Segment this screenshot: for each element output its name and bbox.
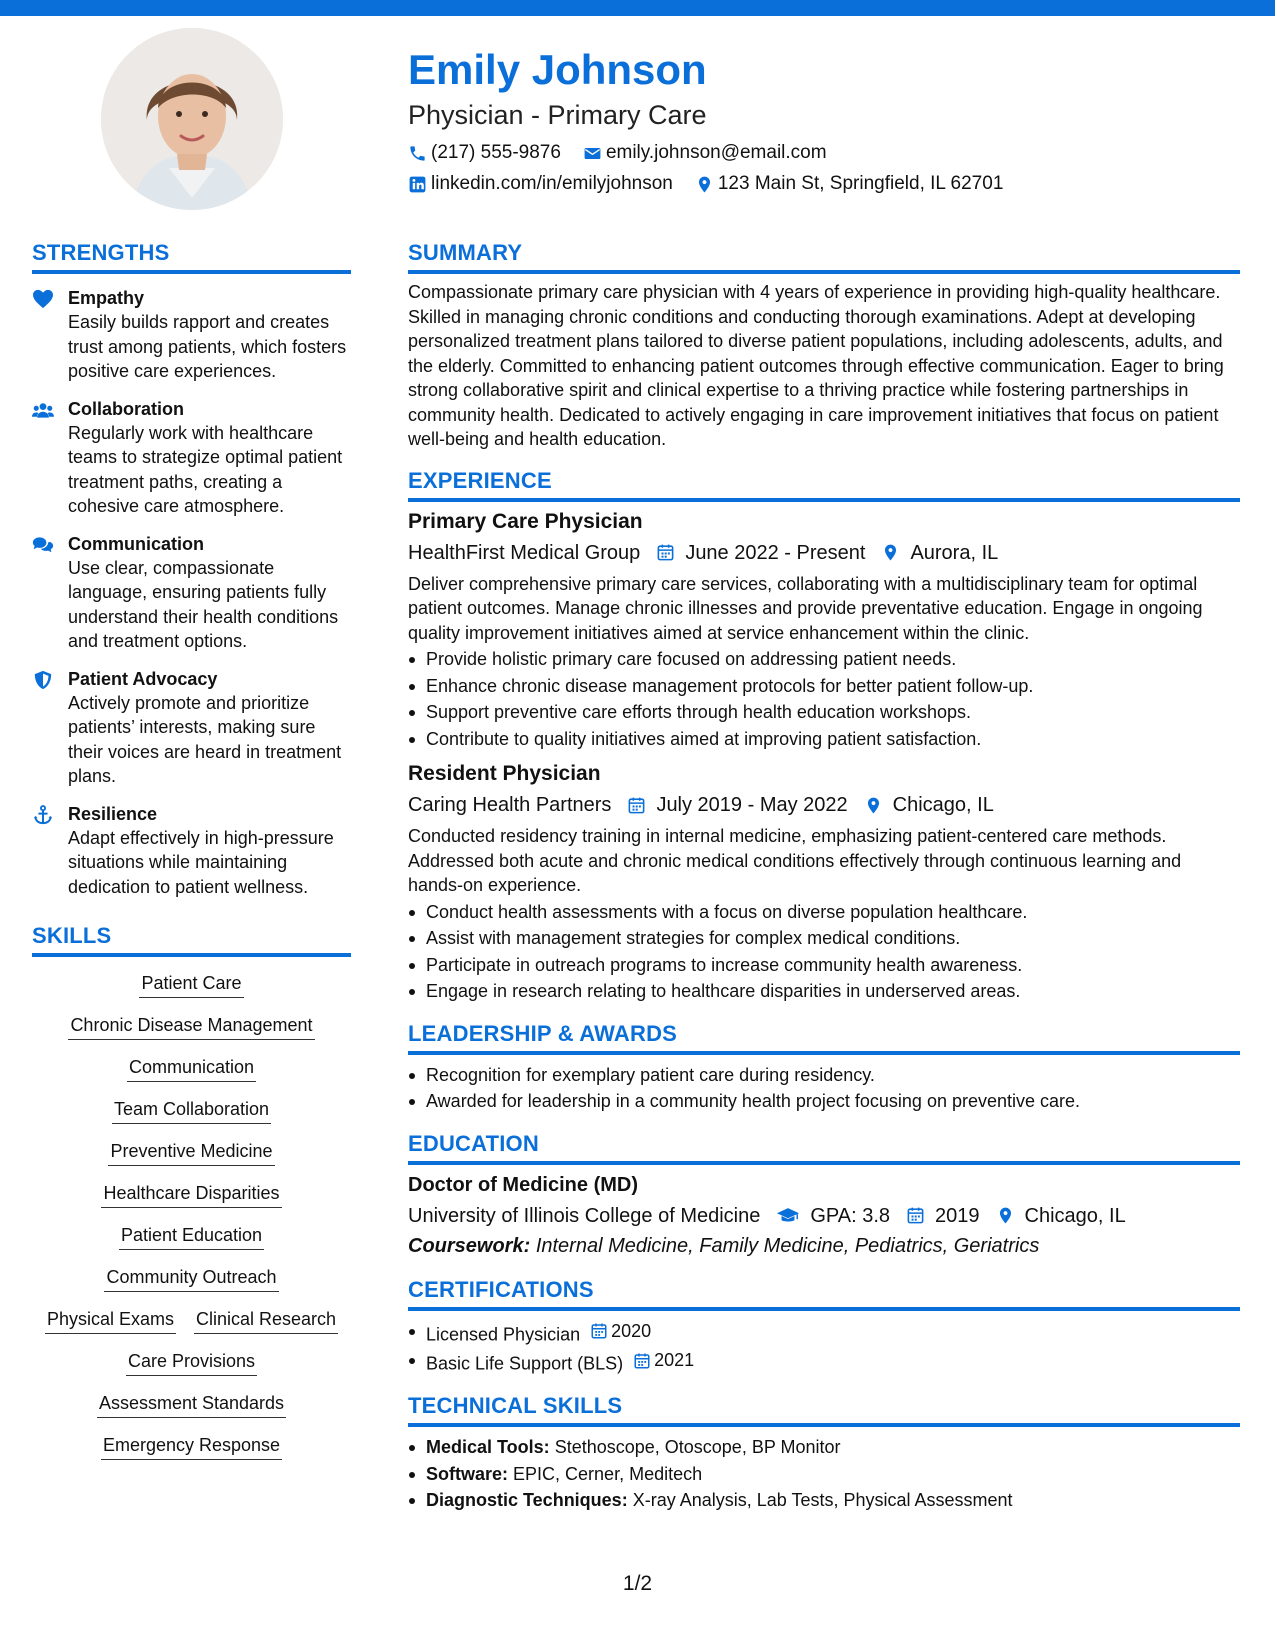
phone-icon (408, 144, 427, 163)
contact-row-1 (408, 138, 1248, 168)
job-entry (408, 508, 1240, 753)
shield-icon (32, 670, 54, 690)
job-dates: July 2019 - May 2022 (656, 794, 848, 816)
location-pin-icon (695, 175, 714, 194)
skill-tag: Preventive Medicine (108, 1139, 274, 1166)
technical-skill-label: Software: (426, 1463, 509, 1484)
phone-text: (217) 555-9876 (431, 142, 561, 163)
skill-tag: Clinical Research (194, 1307, 338, 1334)
candidate-role: Physician - Primary Care (408, 100, 707, 130)
technical-skill-item (408, 1461, 1240, 1488)
job-bullet: Provide holistic primary care focused on addressing patient needs. (408, 646, 1240, 673)
coursework (408, 1231, 1240, 1261)
technical-skill-item (408, 1434, 1240, 1461)
certifications-list (408, 1318, 1240, 1378)
certification-name: Basic Life Support (BLS) (426, 1353, 624, 1374)
skill-tag: Emergency Response (101, 1433, 282, 1460)
summary-heading: SUMMARY (408, 238, 1240, 274)
left-column (32, 238, 351, 1475)
certification-item (408, 1318, 1240, 1348)
strength-title: Communication (68, 533, 205, 554)
experience-heading: EXPERIENCE (408, 466, 1240, 502)
anchor-icon (32, 805, 54, 825)
job-location: Chicago, IL (892, 794, 994, 816)
coursework-text: Internal Medicine, Family Medicine, Pediatrics, Geriatrics (535, 1234, 1040, 1257)
strength-desc: Easily builds rapport and creates trust among patients, which fosters positive care experiences. (68, 312, 347, 381)
email-text: emily.johnson@email.com (605, 142, 827, 163)
heart-icon (32, 289, 54, 309)
company-name: HealthFirst Medical Group (408, 541, 641, 564)
strength-desc: Adapt effectively in high-pressure situations while maintaining dedication to patient wellness. (68, 827, 334, 897)
profile-photo (101, 28, 283, 210)
strength-title: Patient Advocacy (68, 668, 218, 689)
school-location: Chicago, IL (1024, 1204, 1126, 1227)
technical-skills-heading: TECHNICAL SKILLS (408, 1391, 1240, 1427)
education-meta (408, 1201, 1240, 1231)
strength-title: Empathy (68, 288, 145, 308)
linkedin-contact[interactable] (408, 169, 673, 199)
linkedin-text: linkedin.com/in/emilyjohnson (431, 173, 673, 194)
skill-tag: Healthcare Disparities (101, 1181, 281, 1208)
technical-skill-value: Stethoscope, Otoscope, BP Monitor (554, 1437, 841, 1457)
page-number: 1/2 (622, 1572, 653, 1595)
skill-tag: Assessment Standards (97, 1391, 286, 1418)
strength-item (32, 802, 351, 900)
envelope-icon (583, 144, 602, 163)
calendar-icon (906, 1206, 925, 1225)
technical-skills-list (408, 1434, 1240, 1514)
right-column (408, 238, 1240, 1514)
education-heading: EDUCATION (408, 1129, 1240, 1165)
certification-item (408, 1347, 1240, 1377)
strength-desc: Use clear, compassionate language, ensuring patients fully understand their health conditions and treatment options. (68, 557, 339, 651)
strength-item (32, 532, 351, 654)
skill-row (92, 1433, 291, 1460)
skill-tag: Communication (127, 1055, 256, 1082)
job-bullet: Enhance chronic disease management protocols for better patient follow-up. (408, 673, 1240, 700)
avatar (101, 28, 283, 210)
degree-title: Doctor of Medicine (MD) (408, 1173, 638, 1196)
job-bullets (408, 646, 1240, 752)
candidate-name: Emily Johnson (408, 46, 707, 93)
top-accent-bar (0, 0, 1275, 16)
skill-row (110, 1223, 273, 1250)
skill-tag: Team Collaboration (112, 1097, 271, 1124)
strength-item (32, 397, 351, 519)
job-bullet: Assist with management strategies for complex medical conditions. (408, 925, 1240, 952)
location-pin-icon (996, 1206, 1015, 1225)
address-contact (695, 169, 1004, 199)
job-title: Resident Physician (408, 762, 601, 785)
strength-item (32, 667, 351, 789)
strength-title: Collaboration (68, 398, 184, 419)
skill-row (118, 1055, 265, 1082)
skill-row (36, 1307, 347, 1334)
job-bullet: Conduct health assessments with a focus on diverse population healthcare. (408, 899, 1240, 926)
leadership-heading: LEADERSHIP & AWARDS (408, 1019, 1240, 1055)
resume-header (408, 44, 1248, 199)
job-bullets (408, 899, 1240, 1005)
skill-row (117, 1349, 266, 1376)
job-bullet: Contribute to quality initiatives aimed at improving patient satisfaction. (408, 726, 1240, 753)
skill-row (103, 1097, 280, 1124)
contact-row-2 (408, 169, 1248, 199)
chat-icon (32, 535, 54, 555)
job-location: Aurora, IL (910, 541, 999, 564)
school-name: University of Illinois College of Medicine (408, 1204, 761, 1227)
technical-skill-value: EPIC, Cerner, Meditech (513, 1463, 703, 1484)
calendar-icon (633, 1352, 651, 1370)
job-dates: June 2022 - Present (685, 541, 866, 564)
certification-name: Licensed Physician (426, 1323, 581, 1344)
award-item: Awarded for leadership in a community health project focusing on preventive care. (408, 1088, 1240, 1115)
skill-row (130, 971, 252, 998)
job-meta (408, 538, 1240, 568)
technical-skill-label: Diagnostic Techniques: (426, 1490, 628, 1510)
phone-contact[interactable] (408, 138, 561, 168)
location-pin-icon (881, 543, 900, 562)
calendar-icon (590, 1322, 608, 1340)
summary-text: Compassionate primary care physician with 4 years of experience in providing high-quality healthcare. Skilled in managing chronic conditions and conducting thorough examinations. Adept at developing personalized treatment plans tailored to diverse patient populations, including adolescents, adults, and the elderly. Committed to enhancing patient outcomes through effective communication. Eager to bring strong collaborative spirit and clinical expertise to a thriving practice while fostering partnerships in community health. Dedicated to actively engaging in care improvement initiatives that focus on patient well-being and health education. (408, 282, 1224, 449)
skill-tag: Care Provisions (126, 1349, 257, 1376)
skill-tag: Physical Exams (45, 1307, 176, 1334)
strength-desc: Actively promote and prioritize patients’ interests, making sure their voices are heard in treatment plans. (68, 692, 342, 786)
award-item: Recognition for exemplary patient care during residency. (408, 1062, 1240, 1089)
skill-tag: Patient Care (139, 971, 243, 998)
graduation-cap-icon (776, 1206, 800, 1225)
gpa-text: GPA: 3.8 (810, 1204, 891, 1227)
skill-row (95, 1265, 287, 1292)
users-icon (32, 400, 54, 420)
technical-skill-label: Medical Tools: (426, 1437, 550, 1457)
skill-tag: Community Outreach (104, 1265, 278, 1292)
job-bullet: Participate in outreach programs to increase community health awareness. (408, 952, 1240, 979)
skill-tag: Chronic Disease Management (68, 1013, 314, 1040)
linkedin-icon (408, 175, 427, 194)
job-bullet: Engage in research relating to healthcare disparities in underserved areas. (408, 978, 1240, 1005)
strength-desc: Regularly work with healthcare teams to strategize optimal patient treatment paths, creating a cohesive care atmosphere. (68, 422, 343, 516)
job-description: Deliver comprehensive primary care services, collaborating with a multidisciplinary team for optimal patient outcomes. Manage chronic illnesses and provide preventative education. Engage in ongoing quality improvement initiatives aimed at service enhancement within the clinic. (408, 573, 1203, 643)
skill-row (92, 1181, 290, 1208)
skills-heading: SKILLS (32, 921, 351, 957)
skill-row (88, 1391, 295, 1418)
leadership-list (408, 1062, 1240, 1115)
strengths-heading: STRENGTHS (32, 238, 351, 274)
certification-year: 2021 (654, 1350, 695, 1371)
calendar-icon (656, 543, 675, 562)
job-entry (408, 760, 1240, 1005)
skill-row (59, 1013, 323, 1040)
technical-skill-value: X-ray Analysis, Lab Tests, Physical Assessment (632, 1490, 1013, 1510)
strength-item (32, 286, 351, 384)
certifications-heading: CERTIFICATIONS (408, 1275, 1240, 1311)
calendar-icon (627, 796, 646, 815)
skill-row (99, 1139, 283, 1166)
skill-tag: Patient Education (119, 1223, 264, 1250)
job-meta (408, 790, 1240, 820)
job-bullet: Support preventive care efforts through health education workshops. (408, 699, 1240, 726)
address-text: 123 Main St, Springfield, IL 62701 (717, 173, 1004, 194)
technical-skill-item (408, 1487, 1240, 1514)
skills-list (32, 971, 351, 1475)
email-contact[interactable] (583, 138, 827, 168)
graduation-year: 2019 (935, 1204, 980, 1227)
location-pin-icon (864, 796, 883, 815)
job-title: Primary Care Physician (408, 509, 643, 533)
certification-year: 2020 (611, 1320, 652, 1341)
job-description: Conducted residency training in internal medicine, emphasizing patient-centered care methods. Addressed both acute and chronic medical conditions effectively through continuous learning and hands-on experience. (408, 826, 1182, 895)
strength-title: Resilience (68, 803, 158, 824)
coursework-label: Coursework: (408, 1234, 531, 1257)
company-name: Caring Health Partners (408, 794, 612, 816)
